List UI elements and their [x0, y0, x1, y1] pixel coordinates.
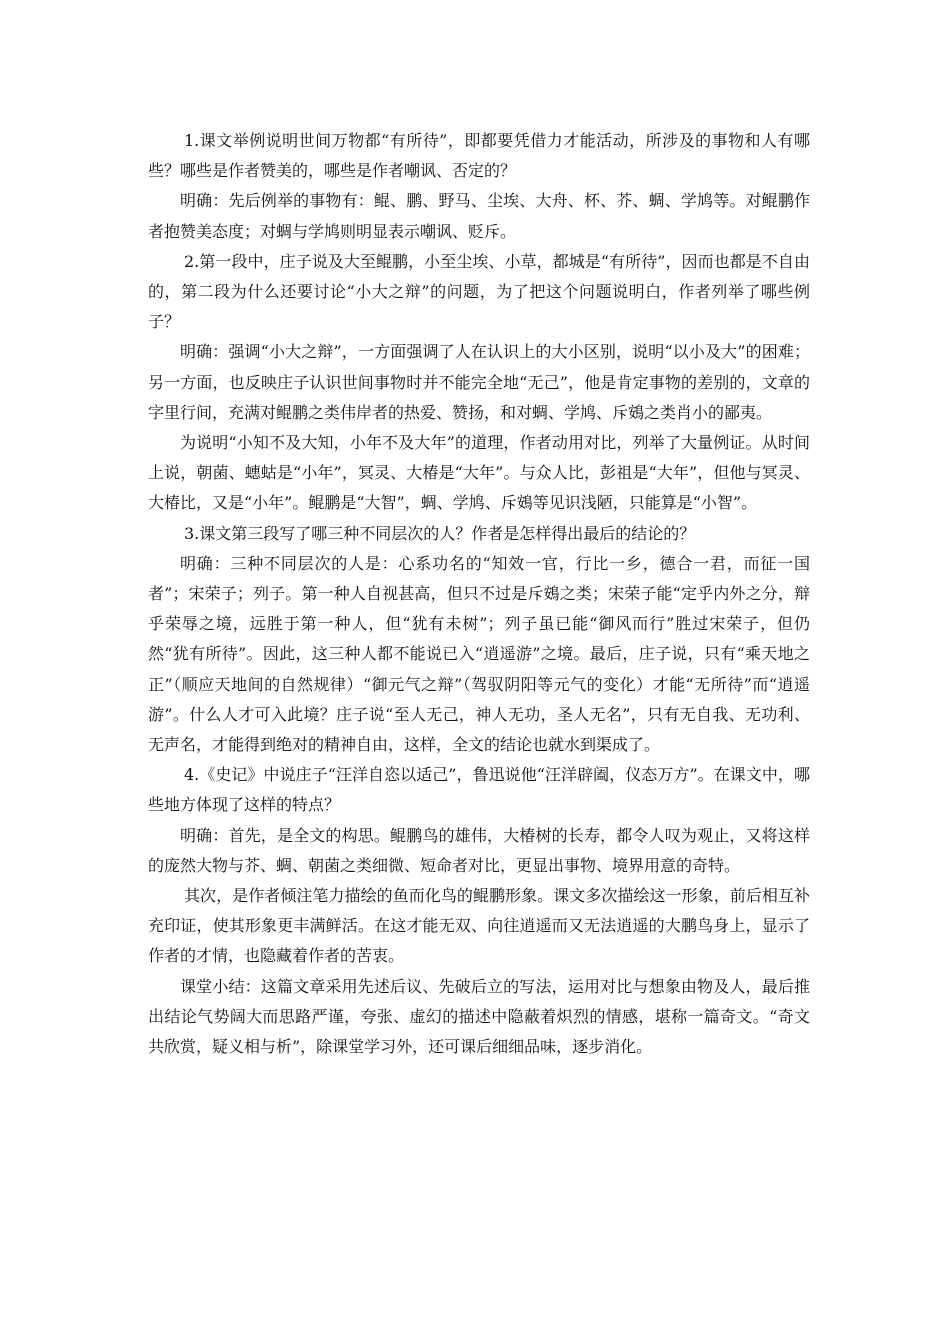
answer-2: 明确：强调“小大之辩”，一方面强调了人在认识上的大小区别，说明“以小及大”的困难；另一方面，也反映庄子认识世间事物时并不能完全地“无己”，他是肯定事物的差别的，文章的字里行间，充满对鲲鹏之类伟岸者的热爱、赞扬，和对蜩、学鸠、斥鴳之类肖小的鄙夷。	[148, 342, 810, 422]
question-3: 3.课文第三段写了哪三种不同层次的人？作者是怎样得出最后的结论的？	[184, 523, 696, 543]
answer-2-continued: 为说明“小知不及大知，小年不及大年”的道理，作者动用对比，列举了大量例证。从时间上说，朝菌、蟪蛄是“小年”，冥灵、大椿是“大年”。与众人比，彭祖是“大年”，但他与冥灵、大椿比，又是“小年”。鲲鹏是“大智”，蜩、学鸠、斥鴳等见识浅陋，只能算是“小智”。	[148, 433, 810, 513]
question-2: 2.第一段中，庄子说及大至鲲鹏，小至尘埃、小草，都城是“有所待”，因而也都是不自由的，第二段为什么还要讨论“小大之辩”的问题，为了把这个问题说明白，作者列举了哪些例子？	[148, 251, 810, 332]
answer-4-continued: 其次，是作者倾注笔力描绘的鱼而化鸟的鲲鹏形象。课文多次描绘这一形象，前后相互补充印证，使其形象更丰满鲜活。在这才能无双、向往逍遥而又无法逍遥的大鹏鸟身上，显示了作者的才情，也隐藏着作者的苦衷。	[148, 886, 810, 966]
question-1: 1.课文举例说明世间万物都“有所待”，即都要凭借力才能活动，所涉及的事物和人有哪些？哪些是作者赞美的，哪些是作者嘲讽、否定的？	[148, 131, 810, 181]
question-4: 4.《史记》中说庄子“汪洋自恣以适己”，鲁迅说他“汪洋辟阖，仪态万方”。在课文中，哪些地方体现了这样的特点？	[148, 765, 810, 815]
answer-4: 明确：首先，是全文的构思。鲲鹏鸟的雄伟，大椿树的长寿，都令人叹为观止，又将这样的庞然大物与芥、蜩、朝菌之类细微、短命者对比，更显出事物、境界用意的奇特。	[148, 825, 810, 875]
lesson-summary: 课堂小结：这篇文章采用先述后议、先破后立的写法，运用对比与想象由物及人，最后推出结论气势阔大而思路严谨，夸张、虚幻的描述中隐蔽着炽烈的情感，堪称一篇奇文。“奇文共欣赏，疑义相与析”，除课堂学习外，还可课后细细品味，逐步消化。	[148, 976, 810, 1057]
document-body	[148, 126, 810, 1062]
answer-3: 明确：三种不同层次的人是：心系功名的“知效一官，行比一乡，德合一君，而征一国者”；宋荣子；列子。第一种人自视甚高，但只不过是斥鴳之类；宋荣子能“定乎内外之分，辩乎荣辱之境，远胜于第一种人，但“犹有未树”；列子虽已能“御风而行”胜过宋荣子，但仍然“犹有所待”。因此，这三种人都不能说已入“逍遥游”之境。最后，庄子说，只有“乘天地之正”（顺应天地间的自然规律）“御元气之辩”（驾驭阴阳等元气的变化）才能“无所待”而“逍遥游”。什么人才可入此境？庄子说“至人无己，神人无功，圣人无名”，只有无自我、无功利、无声名，才能得到绝对的精神自由，这样，全文的结论也就水到渠成了。	[148, 553, 810, 755]
answer-1: 明确：先后例举的事物有：鲲、鹏、野马、尘埃、大舟、杯、芥、蜩、学鸠等。对鲲鹏作者抱赞美态度；对蜩与学鸠则明显表示嘲讽、贬斥。	[148, 191, 810, 241]
